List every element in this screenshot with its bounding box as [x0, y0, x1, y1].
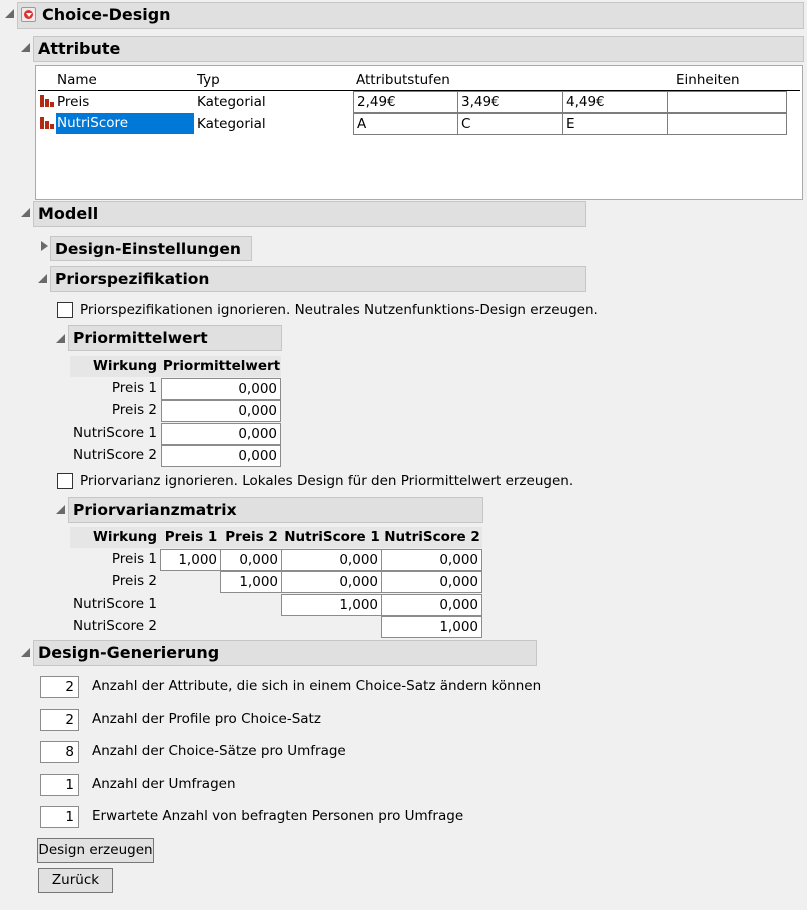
sets-per-survey-label: Anzahl der Choice-Sätze pro Umfrage	[92, 743, 346, 759]
variance-input[interactable]: 0,000	[381, 571, 482, 593]
prior-mean-input[interactable]: 0,000	[161, 400, 281, 422]
unit-cell[interactable]	[667, 91, 787, 113]
surveys-input[interactable]: 1	[40, 774, 79, 796]
effect-label: Preis 1	[111, 551, 157, 567]
attribute-type-preis[interactable]: Kategorial	[197, 94, 266, 110]
column-header-einheiten[interactable]: Einheiten	[676, 72, 740, 88]
profiles-per-set-label: Anzahl der Profile pro Choice-Satz	[92, 711, 321, 727]
variance-input[interactable]: 1,000	[381, 616, 482, 638]
choice-design-header	[17, 2, 804, 29]
prior-mean-header: Priormittelwert	[68, 325, 282, 351]
effect-label: Preis 1	[111, 380, 157, 396]
prior-spec-header: Priorspezifikation	[50, 266, 586, 292]
attribute-name-preis[interactable]: Preis	[57, 94, 90, 110]
level-cell[interactable]: C	[457, 113, 563, 135]
page-title: Choice-Design	[42, 5, 171, 24]
variance-input[interactable]: 0,000	[381, 549, 482, 571]
effect-label: NutriScore 2	[73, 447, 157, 463]
column-header-preis-2: Preis 2	[225, 529, 278, 545]
prior-mean-input[interactable]: 0,000	[161, 423, 281, 445]
column-header-nutriscore-1: NutriScore 1	[284, 529, 380, 545]
variance-input[interactable]: 1,000	[160, 549, 221, 571]
disclosure-open-icon[interactable]	[56, 334, 65, 343]
categorical-bar-icon	[40, 95, 55, 107]
effect-label: NutriScore 1	[73, 425, 157, 441]
prior-mean-input[interactable]: 0,000	[161, 445, 281, 467]
disclosure-open-icon[interactable]	[38, 274, 47, 283]
ignore-variance-checkbox[interactable]	[57, 473, 73, 489]
level-cell[interactable]: 2,49€	[353, 91, 458, 113]
red-triangle-menu-icon[interactable]	[21, 7, 36, 22]
categorical-bar-icon	[40, 117, 55, 129]
variance-input[interactable]: 1,000	[281, 594, 382, 616]
variance-input[interactable]: 0,000	[281, 571, 382, 593]
disclosure-open-icon[interactable]	[5, 9, 14, 18]
effect-label: Preis 2	[111, 402, 157, 418]
prior-variance-header: Priorvarianzmatrix	[68, 497, 483, 523]
column-header-typ[interactable]: Typ	[197, 72, 220, 88]
profiles-per-set-input[interactable]: 2	[40, 709, 79, 731]
surveys-label: Anzahl der Umfragen	[92, 776, 236, 792]
effect-label: NutriScore 2	[73, 618, 157, 634]
attribute-type-nutriscore[interactable]: Kategorial	[197, 116, 266, 132]
variance-input[interactable]: 1,000	[220, 571, 282, 593]
level-cell[interactable]: A	[353, 113, 458, 135]
column-header-preis-1: Preis 1	[164, 529, 218, 545]
ignore-variance-label: Priorvarianz ignorieren. Lokales Design für den Priormittelwert erzeugen.	[80, 473, 574, 489]
make-design-button[interactable]: Design erzeugen	[37, 838, 154, 863]
design-settings-header[interactable]: Design-Einstellungen	[50, 236, 252, 261]
variance-input[interactable]: 0,000	[281, 549, 382, 571]
back-button[interactable]: Zurück	[38, 868, 113, 893]
prior-mean-input[interactable]: 0,000	[161, 378, 281, 400]
variance-input[interactable]: 0,000	[381, 594, 482, 616]
column-header-wirkung: Wirkung	[92, 358, 157, 374]
disclosure-open-icon[interactable]	[56, 505, 65, 514]
column-header-priormittelwert: Priormittelwert	[162, 358, 281, 374]
unit-cell[interactable]	[667, 113, 787, 135]
column-header-attributstufen[interactable]: Attributstufen	[356, 72, 450, 88]
effect-label: Preis 2	[111, 573, 157, 589]
ignore-prior-checkbox[interactable]	[57, 302, 73, 318]
disclosure-open-icon[interactable]	[21, 43, 30, 52]
sets-per-survey-input[interactable]: 8	[40, 741, 79, 763]
ignore-prior-label: Priorspezifikationen ignorieren. Neutrales Nutzenfunktions-Design erzeugen.	[80, 302, 598, 318]
column-header-wirkung: Wirkung	[92, 529, 157, 545]
disclosure-open-icon[interactable]	[21, 208, 30, 217]
disclosure-closed-icon[interactable]	[41, 241, 48, 251]
changing-attributes-label: Anzahl der Attribute, die sich in einem Choice-Satz ändern können	[92, 678, 542, 694]
level-cell[interactable]: E	[562, 113, 668, 135]
respondents-label: Erwartete Anzahl von befragten Personen pro Umfrage	[92, 808, 464, 824]
modell-section-header: Modell	[33, 201, 586, 227]
design-generation-header: Design-Generierung	[33, 640, 537, 666]
level-cell[interactable]: 3,49€	[457, 91, 563, 113]
attribute-section-header: Attribute	[33, 36, 804, 62]
level-cell[interactable]: 4,49€	[562, 91, 668, 113]
column-header-name[interactable]: Name	[57, 72, 97, 88]
variance-input[interactable]: 0,000	[220, 549, 282, 571]
effect-label: NutriScore 1	[73, 596, 157, 612]
attribute-name-nutriscore[interactable]: NutriScore	[56, 113, 194, 134]
column-header-nutriscore-2: NutriScore 2	[384, 529, 480, 545]
disclosure-open-icon[interactable]	[21, 648, 30, 657]
changing-attributes-input[interactable]: 2	[40, 676, 79, 698]
respondents-input[interactable]: 1	[40, 806, 79, 828]
